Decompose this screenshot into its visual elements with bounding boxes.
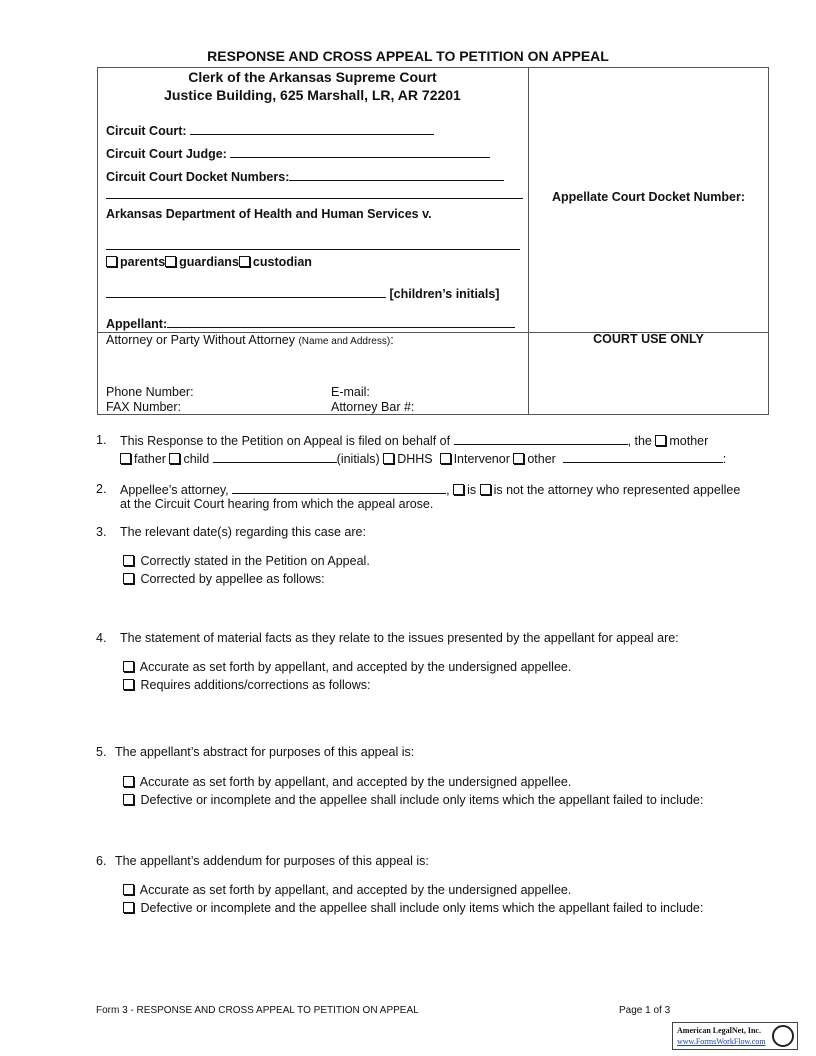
appellant-label: Appellant: [106,316,515,331]
item-4-option-2: Requires additions/corrections as follows: [123,678,370,692]
appellant-field[interactable] [167,316,515,328]
attorney-label: Attorney or Party Without Attorney (Name and Address): [106,333,394,347]
circuit-docket-label: Circuit Court Docket Numbers: [106,169,504,184]
item-5-number: 5. [96,745,107,759]
logo-seal-icon [772,1025,794,1047]
item-2-line-1: Appellee’s attorney, , is is not the attorney who represented appellee [120,483,741,497]
item-6-option-2-checkbox[interactable] [123,902,134,913]
filed-on-behalf-field[interactable] [454,433,628,445]
logo-website-link[interactable]: www.FormsWorkFlow.com [677,1037,766,1046]
circuit-docket-field[interactable] [289,169,504,181]
item-4-option-2-checkbox[interactable] [123,679,134,690]
fax-label: FAX Number: [106,400,182,414]
clerk-line: Clerk of the Arkansas Supreme Court [188,69,437,85]
mother-checkbox[interactable] [655,435,666,446]
respondent-name-field[interactable] [106,249,520,250]
is-not-checkbox[interactable] [480,484,491,495]
item-5-text: The appellant’s abstract for purposes of this appeal is: [115,745,415,759]
is-checkbox[interactable] [453,484,464,495]
other-checkbox[interactable] [513,453,524,464]
caption-separator-line [106,198,523,199]
item-3-option-2: Corrected by appellee as follows: [123,572,325,586]
childrens-initials-field[interactable] [106,286,386,298]
circuit-court-judge-field[interactable] [230,146,490,158]
caption-box [97,67,769,415]
item-2-line-2: at the Circuit Court hearing from which the appeal arose. [120,497,434,511]
guardians-checkbox[interactable] [165,256,176,267]
item-1-line-1: This Response to the Petition on Appeal is filed on behalf of , the mother [120,434,709,448]
address-line: Justice Building, 625 Marshall, LR, AR 72201 [164,87,461,103]
item-6-text: The appellant’s addendum for purposes of this appeal is: [115,854,429,868]
circuit-court-judge-label: Circuit Court Judge: [106,146,490,161]
item-3-option-2-checkbox[interactable] [123,573,134,584]
item-5-option-2-checkbox[interactable] [123,794,134,805]
phone-label: Phone Number: [106,385,194,399]
childrens-initials-row: [children’s initials] [106,286,499,301]
other-field[interactable] [563,451,723,463]
email-label: E-mail: [331,385,370,399]
item-4-text: The statement of material facts as they relate to the issues presented by the appellant for appeal are: [120,631,679,645]
item-4-option-1: Accurate as set forth by appellant, and accepted by the undersigned appellee. [123,660,571,674]
item-3-option-1: Correctly stated in the Petition on Appeal. [123,554,370,568]
child-checkbox[interactable] [169,453,180,464]
dhhs-checkbox[interactable] [383,453,394,464]
court-use-only-label: COURT USE ONLY [593,332,704,346]
intervenor-checkbox[interactable] [440,453,451,464]
footer-form-name: Form 3 - RESPONSE AND CROSS APPEAL TO PETITION ON APPEAL [96,1005,419,1016]
item-2-number: 2. [96,482,107,496]
circuit-court-field[interactable] [190,123,434,135]
item-5-option-2: Defective or incomplete and the appellee shall include only items which the appellant failed to include: [123,793,703,807]
item-6-option-1: Accurate as set forth by appellant, and accepted by the undersigned appellee. [123,883,571,897]
logo-company-name: American LegalNet, Inc. [677,1026,761,1035]
page-title: RESPONSE AND CROSS APPEAL TO PETITION ON APPEAL [207,48,609,64]
publisher-logo [672,1022,798,1050]
item-3-text: The relevant date(s) regarding this case are: [120,525,366,539]
item-1-line-2: father child (initials) DHHS Intervenor other : [120,451,726,466]
item-3-number: 3. [96,525,107,539]
parents-checkbox[interactable] [106,256,117,267]
circuit-court-label: Circuit Court: [106,123,434,138]
item-6-number: 6. [96,854,107,868]
item-5-option-1: Accurate as set forth by appellant, and accepted by the undersigned appellee. [123,775,571,789]
dhhs-v-label: Arkansas Department of Health and Human Services v. [106,207,432,221]
item-5-option-1-checkbox[interactable] [123,776,134,787]
caption-divider [528,67,529,415]
appellee-attorney-field[interactable] [232,482,446,494]
child-initials-field[interactable] [213,451,337,463]
item-4-number: 4. [96,631,107,645]
item-6-option-2: Defective or incomplete and the appellee shall include only items which the appellant failed to include: [123,901,703,915]
bar-label: Attorney Bar #: [331,400,415,414]
appellate-docket-label: Appellate Court Docket Number: [551,190,746,204]
custodian-checkbox[interactable] [239,256,250,267]
item-4-option-1-checkbox[interactable] [123,661,134,672]
item-3-option-1-checkbox[interactable] [123,555,134,566]
father-checkbox[interactable] [120,453,131,464]
party-type-options: parents guardians custodian [106,255,312,269]
item-6-option-1-checkbox[interactable] [123,884,134,895]
footer-page-number: Page 1 of 3 [619,1005,671,1016]
item-1-number: 1. [96,433,107,447]
